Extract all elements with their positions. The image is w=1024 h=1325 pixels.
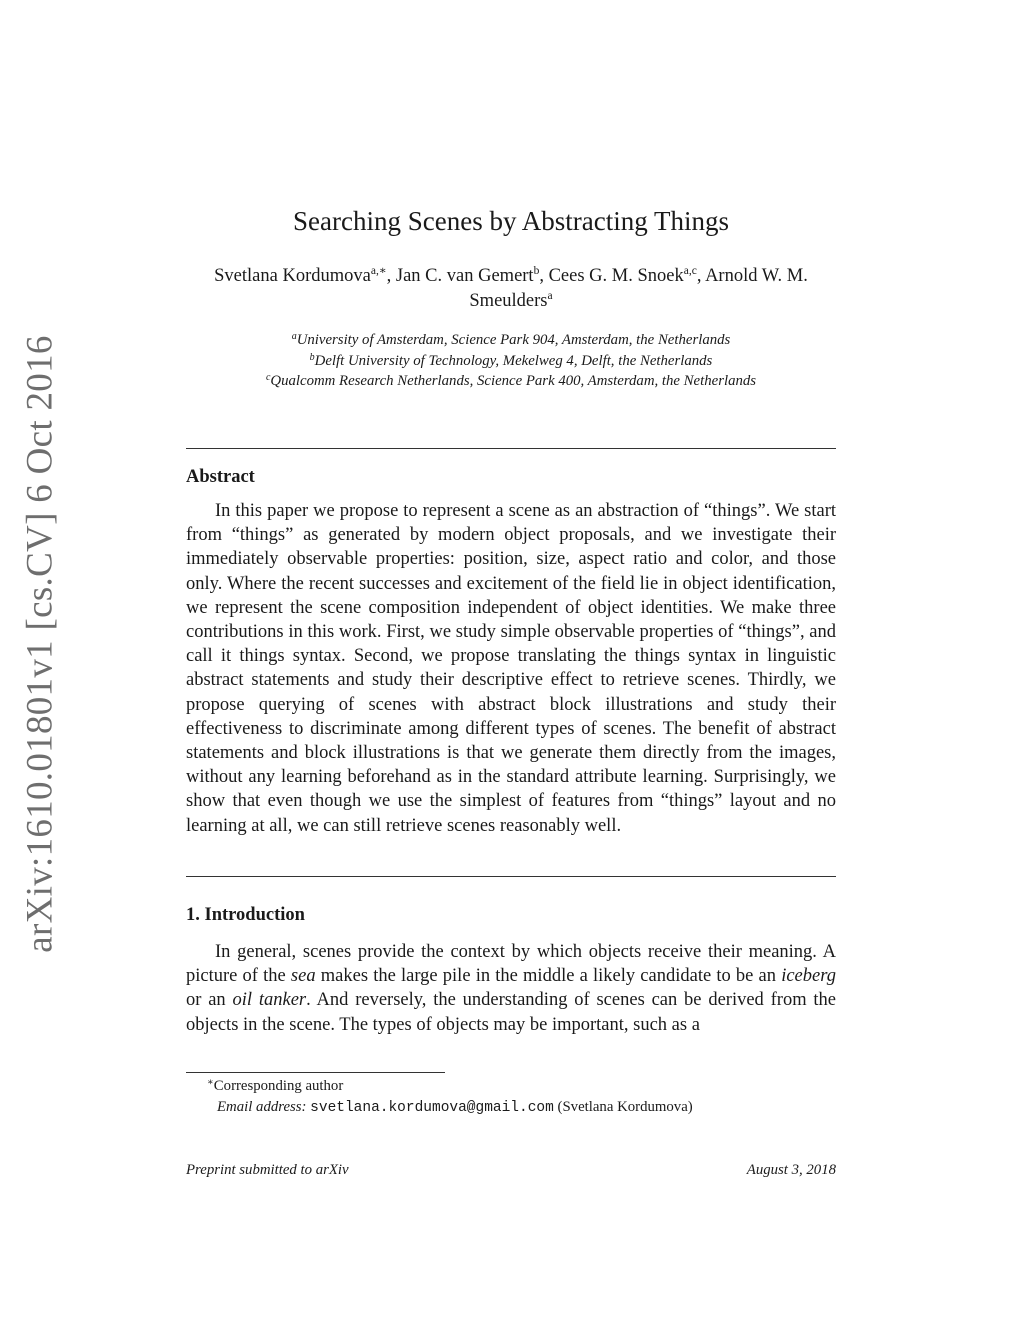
footer-preprint-note: Preprint submitted to arXiv (186, 1162, 349, 1178)
introduction-heading: 1. Introduction (186, 905, 305, 925)
affiliation: $^c$Qualcomm Research Netherlands, Science Park 400, Amsterdam, the Netherlands (265, 372, 757, 389)
email-owner: (Svetlana Kordumova) (557, 1099, 693, 1115)
abstract-bottom-rule (186, 876, 836, 877)
footnote-rule (186, 1072, 445, 1073)
introduction-text: In general, scenes provide the context by which objects receive their meaning. A picture of the sea makes the large pile in the middle a likely candidate to be an iceberg or an oil tanker. And reversely, the understanding of scenes can be derived from the objects in the scene. The types of objects may be important, such as a (186, 942, 836, 1035)
author-affil-mark: a,∗ (370, 265, 387, 277)
author-affil-mark: b (533, 265, 540, 277)
author-name: Arnold W. M. Smeulders (469, 266, 808, 311)
author-name: Svetlana Kordumova (214, 266, 371, 286)
email-address-link[interactable]: svetlana.kordumova@gmail.com (310, 1100, 554, 1116)
abstract-heading: Abstract (186, 467, 255, 487)
affiliation-list (186, 330, 836, 392)
abstract-top-rule (186, 448, 836, 449)
author-name: Cees G. M. Snoek (548, 266, 684, 286)
author-affil-mark: a,c (683, 265, 697, 277)
author-affil-mark: a (547, 290, 553, 302)
footnote-corresponding: ∗Corresponding author (207, 1077, 344, 1094)
abstract-text: In this paper we propose to represent a scene as an abstraction of “things”. We start from “things” as generated by modern object proposals, and we investigate their immediately observable properties: position, size, aspect ratio and color, and those only. Where the recent successes and excitement of the field lie in object identification, we represent the scene composition independent of object identities. We make three contributions in this work. First, we study simple observable properties of “things”, and call it things syntax. Second, we propose translating the things syntax in linguistic abstract statements and study their descriptive effect to retrieve scenes. Thirdly, we propose querying of scenes with abstract block illustrations and study their effectiveness to discriminate among different types of scenes. The benefit of abstract statements and block illustrations is that we generate them directly from the images, without any learning beforehand as in the standard attribute learning. Surprisingly, we show that even though we use the simplest of features from “things” layout and no learning at all, we can still retrieve scenes reasonably well. (186, 501, 836, 836)
paper-title: Searching Scenes by Abstracting Things (293, 206, 729, 236)
arxiv-identifier-stamp: arXiv:1610.01801v1 [cs.CV] 6 Oct 2016 (19, 335, 61, 953)
author-list: Svetlana Kordumova$^{a,∗}$, Jan C. van Gemert$^b$, Cees G. M. Snoek$^{a,c}$, Arnold W. M. Smeulders$^a$ (214, 265, 808, 311)
footnote-email (186, 1097, 836, 1118)
email-label: Email address: (217, 1099, 307, 1115)
affiliation: $^b$Delft University of Technology, Mekelweg 4, Delft, the Netherlands (309, 351, 713, 369)
author-name: Jan C. van Gemert (395, 266, 534, 286)
footer-date: August 3, 2018 (746, 1162, 836, 1178)
affiliation: $^a$University of Amsterdam, Science Park 904, Amsterdam, the Netherlands (291, 331, 731, 348)
